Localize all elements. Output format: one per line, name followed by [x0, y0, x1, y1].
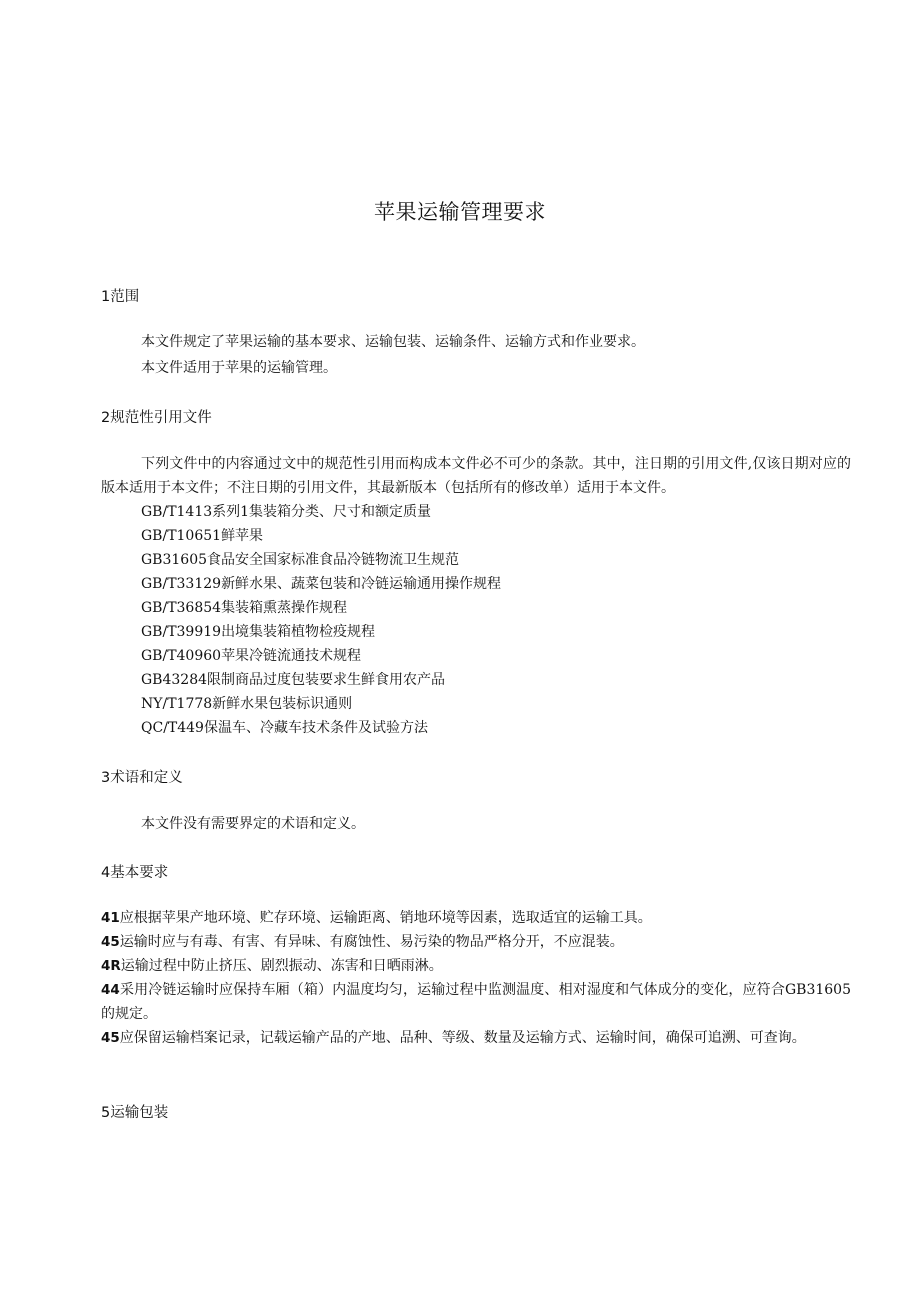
reference-item: GB/T1413系列1集装箱分类、尺寸和额定质量 — [141, 504, 432, 520]
requirement-item — [101, 906, 851, 930]
requirement-number: 4R — [101, 958, 121, 974]
reference-item: GB43284限制商品过度包装要求生鲜食用农产品 — [141, 672, 446, 688]
document-title: 苹果运输管理要求 — [374, 200, 546, 224]
requirement-text: 应保留运输档案记录，记载运输产品的产地、品种、等级、数量及运输方式、运输时间，确保可追溯、可查询。 — [119, 1030, 806, 1046]
requirement-item — [101, 954, 851, 978]
reference-item: GB/T40960苹果冷链流通技术规程 — [141, 648, 362, 664]
requirement-text: 运输时应与有毒、有害、有异味、有腐蚀性、易污染的物品严格分开，不应混装。 — [119, 934, 624, 950]
section-3-heading: 3术语和定义 — [101, 770, 183, 786]
reference-item: QC/T449保温车、冷藏车技术条件及试验方法 — [141, 720, 428, 736]
section-2-intro-text: 下列文件中的内容通过文中的规范性引用而构成本文件必不可少的条款。其中，注日期的引用文件,仅该日期对应的版本适用于本文件；不注日期的引用文件，其最新版本（包括所有的修改单）适用于本文件。 — [101, 456, 851, 496]
reference-item: NY/T1778新鲜水果包装标识通则 — [141, 696, 353, 712]
reference-item: GB31605食品安全国家标准食品冷链物流卫生规范 — [141, 552, 460, 568]
requirement-number: 44 — [101, 982, 120, 998]
requirement-text: 采用冷链运输时应保持车厢（箱）内温度均匀，运输过程中监测温度、相对湿度和气体成分的变化，应符合GB31605的规定。 — [101, 982, 851, 1022]
reference-item: GB/T36854集装箱熏蒸操作规程 — [141, 600, 348, 616]
reference-item: GB/T39919出境集装箱植物检疫规程 — [141, 624, 376, 640]
section-1-paragraph-2: 本文件适用于苹果的运输管理。 — [141, 360, 337, 376]
section-2-heading: 2规范性引用文件 — [101, 410, 212, 426]
requirement-text: 应根据苹果产地环境、贮存环境、运输距离、销地环境等因素，选取适宜的运输工具。 — [119, 910, 652, 926]
requirement-number: 45 — [101, 934, 120, 950]
section-1-heading: 1范围 — [101, 289, 140, 305]
requirement-text: 运输过程中防止挤压、剧烈振动、冻害和日晒雨淋。 — [120, 958, 443, 974]
requirement-item — [101, 1026, 851, 1050]
section-3-paragraph: 本文件没有需要界定的术语和定义。 — [141, 816, 365, 832]
reference-item: GB/T33129新鲜水果、蔬菜包装和冷链运输通用操作规程 — [141, 576, 502, 592]
section-4-heading: 4基本要求 — [101, 865, 169, 881]
requirement-number: 41 — [101, 910, 120, 926]
requirement-number: 45 — [101, 1030, 120, 1046]
requirement-item — [101, 930, 851, 954]
section-2-intro — [101, 452, 851, 500]
reference-item: GB/T10651鲜苹果 — [141, 528, 264, 544]
section-1-paragraph-1: 本文件规定了苹果运输的基本要求、运输包装、运输条件、运输方式和作业要求。 — [141, 334, 645, 350]
section-5-heading: 5运输包装 — [101, 1105, 169, 1121]
requirement-item — [101, 978, 851, 1026]
